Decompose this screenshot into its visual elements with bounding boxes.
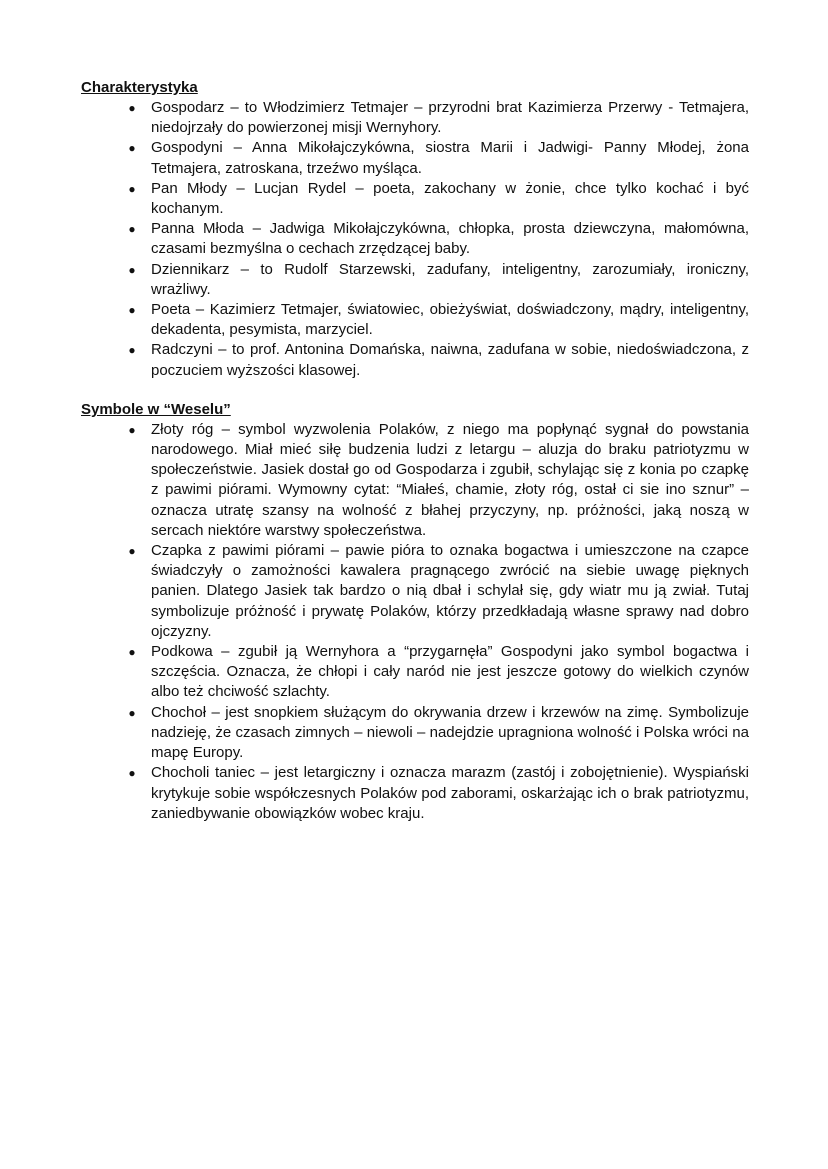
bullet-icon: ● <box>128 422 136 437</box>
bullet-icon: ● <box>128 101 136 115</box>
bullet-icon: ● <box>128 766 136 781</box>
list-item-text: Chocholi taniec – jest letargiczny i oznacza marazm (zastój i zobojętnienie). Wyspiański krytykuje sobie współczesnych Polaków pod zaborami, oskarżając ich o brak patriotyzmu, zaniedbywanie obowiązków wobec kraju. <box>151 764 749 822</box>
bullet-icon: ● <box>128 705 136 720</box>
section-heading: Symbole w “Weselu” <box>81 400 231 418</box>
list-item <box>81 703 749 764</box>
list-item <box>81 541 749 642</box>
section-charakterystyka <box>81 78 749 381</box>
list-item <box>81 420 749 541</box>
section-heading: Charakterystyka <box>81 79 198 96</box>
character-list <box>81 98 749 381</box>
list-item <box>81 260 749 300</box>
list-item-text: Gospodyni – Anna Mikołajczykówna, siostra Marii i Jadwigi- Panny Młodej, żona Tetmajera, zatroskana, trzeźwo myśląca. <box>151 139 749 177</box>
list-item-text: Gospodarz – to Włodzimierz Tetmajer – przyrodni brat Kazimierza Przerwy - Tetmajera, niedojrzały do powierzonej misji Wernyhory. <box>151 99 749 137</box>
section-spacer <box>81 381 749 400</box>
list-item-text: Złoty róg – symbol wyzwolenia Polaków, z niego ma popłynąć sygnał do powstania narodowego. Miał mieć siłę budzenia ludzi z letargu – aluzja do braku patriotyzmu w społeczeństwie. Jasiek dostał go od Gospodarza i zgubił, schylając się z konia po czapkę z pawimi piórami. Wymowny cytat: “Miałeś, chamie, złoty róg, ostał ci sie ino sznur” – oznacza utratę szansy na wolność z błahej przyczyny, np. próżności, jaką noszą w sercach niektóre warstwy społeczeństwa. <box>151 420 749 539</box>
list-item-text: Czapka z pawimi piórami – pawie pióra to oznaka bogactwa i umieszczone na czapce świadczyły o zamożności kawalera pragnącego zwrócić na siebie uwagę pięknych panien. Dlatego Jasiek tak bardzo o nią dbał i schylał się, gdy wiatr mu ją zwiał. Tutaj symbolizuje próżność i prywatę Polaków, którzy przedkładają własne sprawy nad dobro ojczyzny. <box>151 542 749 640</box>
list-item <box>81 642 749 703</box>
bullet-icon: ● <box>128 343 136 358</box>
bullet-icon: ● <box>128 141 136 156</box>
bullet-icon: ● <box>128 645 136 660</box>
list-item-text: Radczyni – to prof. Antonina Domańska, naiwna, zadufana w sobie, niedoświadczona, z poczuciem wyższości klasowej. <box>151 341 749 379</box>
bullet-icon: ● <box>128 262 136 277</box>
symbol-list <box>81 420 749 824</box>
list-item <box>81 340 749 380</box>
bullet-icon: ● <box>128 222 136 237</box>
list-item-text: Podkowa – zgubił ją Wernyhora a “przygarnęła” Gospodyni jako symbol bogactwa i szczęścia. Oznacza, że chłopi i cały naród nie jest jeszcze gotowy do wielkich czynów albo też chciwość szlachty. <box>151 643 749 701</box>
list-item <box>81 98 749 138</box>
list-item <box>81 179 749 219</box>
bullet-icon: ● <box>128 303 136 318</box>
list-item <box>81 138 749 178</box>
document-page <box>81 78 749 824</box>
list-item-text: Pan Młody – Lucjan Rydel – poeta, zakochany w żonie, chce tylko kochać i być kochanym. <box>151 179 749 218</box>
list-item-text: Panna Młoda – Jadwiga Mikołajczykówna, chłopka, prosta dziewczyna, małomówna, czasami bezmyślna o cechach zrzędzącej baby. <box>151 220 749 258</box>
list-item-text: Poeta – Kazimierz Tetmajer, światowiec, obieżyświat, doświadczony, mądry, inteligentny, dekadenta, pesymista, marzyciel. <box>151 301 749 339</box>
list-item <box>81 763 749 824</box>
bullet-icon: ● <box>128 544 136 559</box>
section-symbole <box>81 400 749 824</box>
list-item-text: Chochoł – jest snopkiem służącym do okrywania drzew i krzewów na zimę. Symbolizuje nadzieję, że czasach zimnych – niewoli – nadejdzie upragniona wolność i Polska wróci na mapę Europy. <box>151 703 749 762</box>
bullet-icon: ● <box>128 181 136 196</box>
list-item <box>81 300 749 340</box>
list-item-text: Dziennikarz – to Rudolf Starzewski, zadufany, inteligentny, zarozumiały, ironiczny, wrażliwy. <box>151 260 749 298</box>
list-item <box>81 219 749 259</box>
